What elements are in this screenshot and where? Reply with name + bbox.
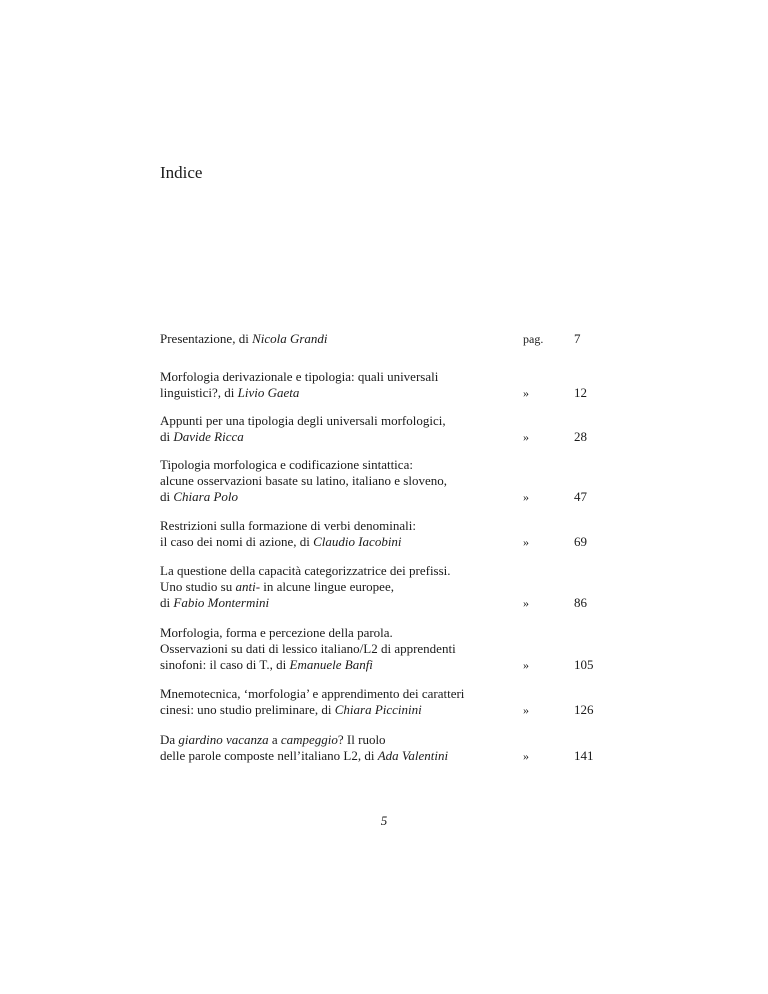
entry-text-run: alcune osservazioni basate su latino, italiano e sloveno, — [160, 473, 447, 488]
entry-page-marker: » — [523, 490, 529, 504]
entry-page-number: 28 — [574, 429, 587, 444]
entry-page-number: 86 — [574, 595, 587, 610]
entry-title — [160, 413, 478, 445]
entry-italic-text: Fabio Montermini — [173, 595, 270, 610]
entry-page-number: 7 — [574, 331, 581, 346]
toc-entry — [160, 518, 600, 550]
entry-title-line — [160, 331, 478, 347]
entry-text-run: a — [268, 732, 281, 747]
entry-page-marker: » — [523, 749, 529, 763]
entry-text-run: di — [160, 429, 174, 444]
toc-entry — [160, 369, 600, 401]
entry-text-run: Morfologia, forma e percezione della parola. — [160, 625, 393, 640]
entry-page-marker: » — [523, 596, 529, 610]
entry-text-run: Appunti per una tipologia degli universali morfologici, — [160, 413, 446, 428]
entry-text-run: Osservazioni su dati di lessico italiano/L2 di apprendenti — [160, 641, 456, 656]
entry-page-number: 47 — [574, 489, 587, 504]
entry-italic-text: Livio Gaeta — [237, 385, 300, 400]
entry-italic-text: Nicola Grandi — [252, 331, 328, 346]
entry-text-run: ? Il ruolo — [337, 732, 386, 747]
entry-title-line — [160, 534, 478, 550]
entry-page-number: 126 — [574, 702, 594, 717]
entry-italic-text: anti- — [235, 579, 261, 594]
entry-page-marker: » — [523, 430, 529, 444]
toc-entry — [160, 457, 600, 505]
entry-title-line — [160, 657, 478, 673]
toc-entry — [160, 625, 600, 673]
entry-title-line — [160, 595, 478, 611]
entry-title-line — [160, 489, 478, 505]
entry-title-line — [160, 625, 478, 641]
entry-italic-text: Davide Ricca — [173, 429, 244, 444]
entry-page-number: 141 — [574, 748, 594, 763]
page-number: 5 — [380, 813, 388, 828]
entry-italic-text: campeggio — [280, 732, 338, 747]
entry-text-run: delle parole composte nell’italiano L2, di — [160, 748, 378, 763]
entry-title-line — [160, 641, 478, 657]
entry-title — [160, 563, 478, 611]
toc-entry — [160, 732, 600, 764]
toc-entry — [160, 686, 600, 718]
entry-text-run: cinesi: uno studio preliminare, di — [160, 702, 335, 717]
entry-page-number: 69 — [574, 534, 587, 549]
entry-text-run: Da — [160, 732, 179, 747]
entry-text-run: Uno studio su — [160, 579, 236, 594]
entry-text-run: Morfologia derivazionale e tipologia: quali universali — [160, 369, 439, 384]
entry-page-marker: » — [523, 535, 529, 549]
entry-title — [160, 732, 478, 764]
entry-text-run: linguistici?, di — [160, 385, 238, 400]
entry-page-marker: » — [523, 658, 529, 672]
entry-title-line — [160, 473, 478, 489]
entry-title-line — [160, 385, 478, 401]
entry-text-run: Restrizioni sulla formazione di verbi denominali: — [160, 518, 416, 533]
entry-italic-text: Ada Valentini — [377, 748, 449, 763]
entry-italic-text: giardino vacanza — [178, 732, 269, 747]
entry-page-marker: » — [523, 386, 529, 400]
toc-entry — [160, 563, 600, 611]
entry-title — [160, 457, 478, 505]
entry-title — [160, 331, 478, 347]
entry-title-line — [160, 563, 478, 579]
entry-text-run: Mnemotecnica, ‘morfologia’ e apprendimento dei caratteri — [160, 686, 465, 701]
entry-text-run: in alcune lingue europee, — [260, 579, 394, 594]
entry-text-run: di — [160, 489, 174, 504]
entry-title — [160, 686, 478, 718]
entry-title-line — [160, 518, 478, 534]
entry-page-number: 105 — [574, 657, 594, 672]
page-title: Indice — [160, 163, 203, 182]
entry-title-line — [160, 429, 478, 445]
entry-title-line — [160, 413, 478, 429]
entry-title — [160, 369, 478, 401]
entry-italic-text: Chiara Piccinini — [334, 702, 422, 717]
entry-title-line — [160, 579, 478, 595]
entry-italic-text: Chiara Polo — [173, 489, 239, 504]
toc-entry — [160, 413, 600, 445]
entry-title — [160, 625, 478, 673]
toc-entry — [160, 331, 600, 347]
entry-title-line — [160, 702, 478, 718]
entry-text-run: sinofoni: il caso di T., di — [160, 657, 290, 672]
entry-text-run: La questione della capacità categorizzatrice dei prefissi. — [160, 563, 451, 578]
entry-title-line — [160, 686, 478, 702]
entry-title — [160, 518, 478, 550]
entry-title-line — [160, 748, 478, 764]
entry-page-number: 12 — [574, 385, 587, 400]
entry-page-marker: pag. — [523, 332, 544, 346]
entry-text-run: di — [160, 595, 174, 610]
entry-title-line — [160, 457, 478, 473]
entry-page-marker: » — [523, 703, 529, 717]
entry-italic-text: Emanuele Banfi — [289, 657, 373, 672]
entry-text-run: Tipologia morfologica e codificazione sintattica: — [160, 457, 413, 472]
entry-italic-text: Claudio Iacobini — [313, 534, 402, 549]
entry-text-run: il caso dei nomi di azione, di — [160, 534, 314, 549]
entry-text-run: Presentazione, di — [160, 331, 253, 346]
entry-title-line — [160, 732, 478, 748]
entry-title-line — [160, 369, 478, 385]
